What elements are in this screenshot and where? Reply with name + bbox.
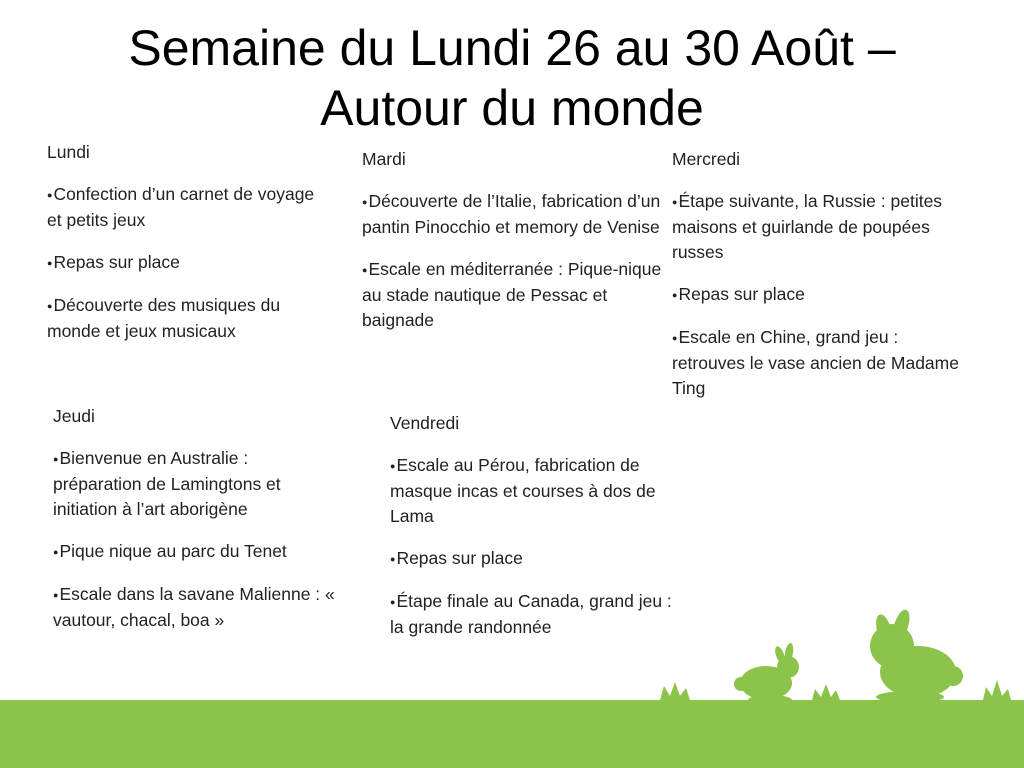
- activity-text: Repas sur place: [396, 548, 523, 568]
- bullet-icon: ●: [362, 265, 368, 275]
- day-name: Lundi: [47, 142, 90, 162]
- grass-tuft-icon: [812, 684, 840, 700]
- activity-text: Découverte de l’Italie, fabrication d’un pantin Pinocchio et memory de Venise: [362, 191, 661, 237]
- small-bunny-icon: [734, 642, 799, 705]
- bullet-icon: ●: [53, 590, 59, 600]
- bullet-icon: ●: [672, 333, 678, 343]
- activity-text: Étape suivante, la Russie : petites maisons et guirlande de poupées russes: [672, 191, 943, 262]
- bullet-icon: ●: [390, 597, 396, 607]
- bullet-icon: ●: [390, 554, 396, 564]
- activity-text: Repas sur place: [53, 252, 180, 272]
- activity-text: Escale en Chine, grand jeu : retrouves le vase ancien de Madame Ting: [672, 327, 959, 398]
- bullet-icon: ●: [53, 454, 59, 464]
- bullet-icon: ●: [53, 547, 59, 557]
- grass-tuft-icon: [983, 680, 1011, 700]
- day-name: Mercredi: [672, 149, 741, 169]
- bullet-icon: ●: [672, 290, 678, 300]
- title-line-1: Semaine du Lundi 26 au 30 Août –: [128, 20, 896, 76]
- activity-text: Repas sur place: [678, 284, 805, 304]
- day-name: Vendredi: [390, 413, 460, 433]
- day-name: Jeudi: [53, 406, 95, 426]
- bullet-icon: ●: [47, 190, 53, 200]
- activity-text: Découverte des musiques du monde et jeux musicaux: [47, 295, 281, 341]
- activity-text: Bienvenue en Australie : préparation de Lamingtons et initiation à l’art aborigène: [53, 448, 281, 519]
- grass-tuft-icon: [660, 682, 690, 700]
- bullet-icon: ●: [672, 197, 678, 207]
- activity-text: Escale en méditerranée : Pique-nique au stade nautique de Pessac et baignade: [362, 259, 662, 330]
- activity-text: Confection d’un carnet de voyage et petits jeux: [47, 184, 315, 230]
- title-line-2: Autour du monde: [320, 80, 704, 136]
- bullet-icon: ●: [362, 197, 368, 207]
- activity-text: Pique nique au parc du Tenet: [59, 541, 287, 561]
- activity-text: Escale au Pérou, fabrication de masque incas et courses à dos de Lama: [390, 455, 656, 526]
- day-name: Mardi: [362, 149, 406, 169]
- bullet-icon: ●: [47, 258, 53, 268]
- bullet-icon: ●: [390, 461, 396, 471]
- activity-text: Étape finale au Canada, grand jeu : la grande randonnée: [390, 591, 672, 637]
- activity-text: Escale dans la savane Malienne : « vautour, chacal, boa »: [53, 584, 335, 630]
- large-bunny-icon: [870, 608, 963, 703]
- bullet-icon: ●: [47, 301, 53, 311]
